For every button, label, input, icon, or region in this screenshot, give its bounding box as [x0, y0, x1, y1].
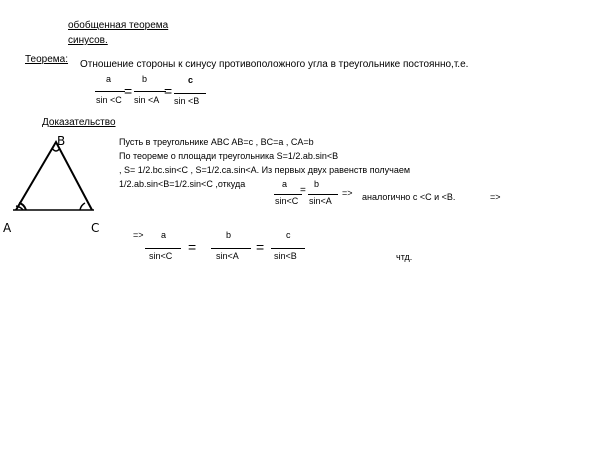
fraction-denominator: sin <B	[174, 96, 200, 106]
implies-arrow-2: =>	[490, 192, 501, 202]
equals-sign: =	[124, 83, 133, 99]
fraction-numerator: a	[282, 179, 288, 189]
fraction-bar	[308, 194, 338, 195]
fraction-numerator: b	[314, 179, 320, 189]
conclusion-arrow: =>	[133, 230, 144, 240]
angle-mark-b	[52, 148, 60, 151]
fraction-bar	[145, 248, 181, 249]
fraction-denominator: sin <C	[96, 95, 122, 105]
fraction-numerator: c	[188, 75, 194, 85]
fraction-bar	[95, 91, 125, 92]
proof-line-4: 1/2.ab.sin<B=1/2.sin<C ,откуда	[119, 179, 246, 189]
proof-line-2: По теореме о площади треугольника S=1/2.ab.sin<B	[119, 151, 339, 161]
triangle-sides	[16, 142, 92, 210]
fraction-denominator: sin<C	[149, 251, 173, 261]
title-line-1: обобщенная теорема	[68, 20, 169, 31]
fraction-bar	[134, 91, 166, 92]
analog-text: аналогично с <C и <B.	[362, 192, 456, 202]
fraction-bar	[274, 194, 302, 195]
equals-sign: =	[300, 185, 306, 196]
fraction-denominator: sin<B	[274, 251, 297, 261]
title-line-2: синусов.	[68, 35, 108, 46]
fraction-numerator: a	[161, 230, 167, 240]
fraction-denominator: sin<A	[216, 251, 239, 261]
fraction-bar	[211, 248, 251, 249]
proof-line-1: Пусть в треугольнике ABC AB=c , BC=a , CA=b	[119, 137, 314, 147]
fraction-denominator: sin<C	[275, 196, 299, 206]
fraction-numerator: b	[142, 74, 148, 84]
equals-sign: =	[256, 239, 265, 255]
vertex-label-b: B	[57, 134, 66, 148]
fraction-bar	[174, 93, 206, 94]
equals-sign: =	[188, 239, 197, 255]
fraction-denominator: sin <A	[134, 95, 160, 105]
fraction-denominator: sin<A	[309, 196, 332, 206]
theorem-text: Отношение стороны к синусу противоположного угла в треугольнике постоянно,т.е.	[80, 59, 469, 70]
vertex-label-a: A	[3, 221, 12, 235]
qed-text: чтд.	[396, 252, 413, 262]
fraction-numerator: a	[106, 74, 112, 84]
implies-arrow: =>	[342, 188, 353, 198]
vertex-label-c: C	[91, 221, 100, 235]
proof-label: Доказательство	[42, 117, 116, 128]
fraction-numerator: c	[286, 230, 291, 240]
angle-mark-c	[80, 203, 85, 210]
fraction-bar	[271, 248, 305, 249]
proof-line-3: , S= 1/2.bc.sin<C , S=1/2.ca.sin<A. Из первых двух равенств получаем	[119, 165, 411, 175]
equals-sign: =	[164, 83, 173, 99]
fraction-numerator: b	[226, 230, 232, 240]
theorem-label: Теорема:	[25, 54, 69, 65]
